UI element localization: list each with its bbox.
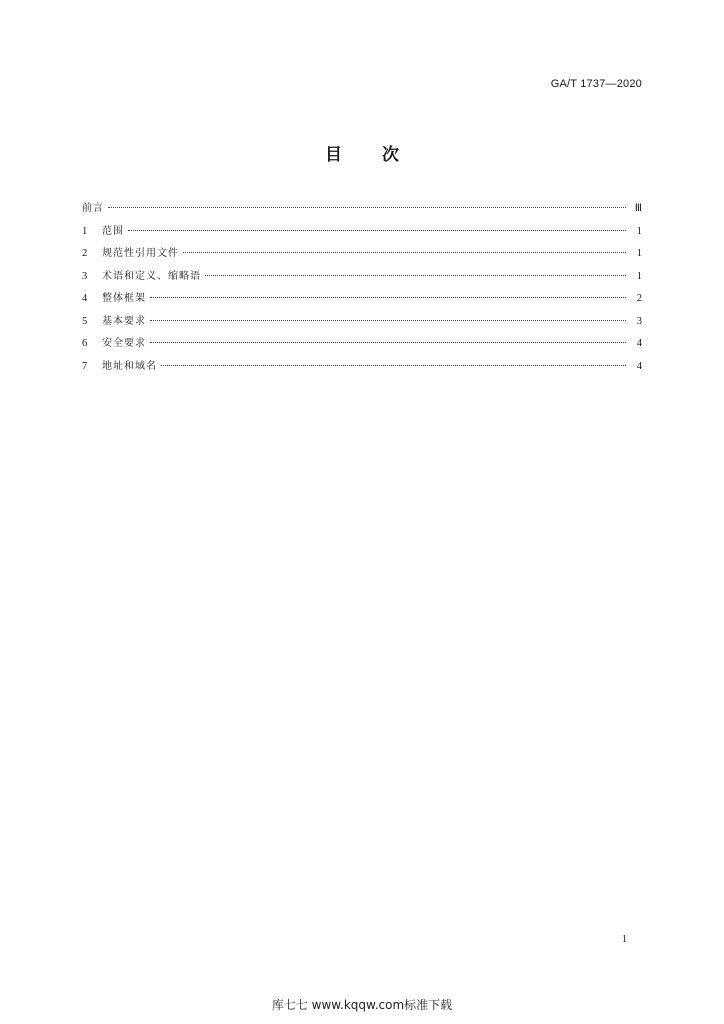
title-char-2: 次 [382, 145, 399, 165]
toc-entry-4[interactable] [82, 289, 642, 312]
toc-entry-number: 3 [82, 270, 88, 282]
toc-dot-leader [183, 252, 626, 253]
toc-entry-number: 1 [82, 225, 88, 237]
toc-entry-page: Ⅲ [634, 203, 642, 214]
toc-entry-1[interactable] [82, 222, 642, 245]
toc-entry-3[interactable] [82, 267, 642, 290]
toc-entry-5[interactable] [82, 312, 642, 335]
toc-entry-number: 4 [82, 293, 88, 304]
page-number: 1 [622, 934, 627, 945]
toc-entry-label: 地址和域名 [102, 360, 157, 372]
toc-entry-2[interactable] [82, 244, 642, 267]
download-watermark: 库七七 www.kqqw.com标准下载 [271, 998, 453, 1012]
toc-dot-leader [161, 365, 626, 366]
toc-dot-leader [150, 320, 626, 321]
toc-entry-number: 7 [82, 360, 88, 372]
toc-entry-page: 1 [636, 248, 642, 259]
toc-entry-label: 范围 [102, 225, 124, 237]
document-code: GA/T 1737—2020 [550, 78, 642, 90]
toc-entry-page: 4 [636, 360, 642, 372]
toc-dot-leader [150, 342, 626, 343]
toc-entry-7[interactable] [82, 357, 642, 380]
page-title [0, 140, 724, 165]
toc-entry-6[interactable] [82, 334, 642, 357]
toc-entry-foreword[interactable] [82, 199, 642, 222]
toc-entry-page: 3 [636, 315, 642, 327]
toc-entry-label: 规范性引用文件 [102, 248, 179, 259]
toc-entry-label: 术语和定义、缩略语 [102, 270, 201, 282]
toc-dot-leader [150, 297, 626, 298]
toc-entry-number: 5 [82, 315, 88, 327]
toc-dot-leader [128, 230, 626, 231]
toc-entry-number: 2 [82, 248, 88, 259]
toc-entry-number: 6 [82, 338, 88, 349]
toc-entry-label: 安全要求 [102, 338, 146, 349]
toc-entry-page: 1 [636, 225, 642, 237]
toc-entry-label: 基本要求 [102, 315, 146, 327]
toc-dot-leader [108, 207, 626, 208]
toc-entry-page: 1 [636, 270, 642, 282]
toc-dot-leader [205, 275, 626, 276]
toc-entry-page: 2 [636, 293, 642, 304]
title-char-1: 目 [325, 145, 342, 165]
toc-entry-page: 4 [636, 338, 642, 349]
toc-entry-label: 整体框架 [102, 293, 146, 304]
table-of-contents [82, 199, 642, 379]
toc-entry-label: 前言 [82, 203, 104, 214]
